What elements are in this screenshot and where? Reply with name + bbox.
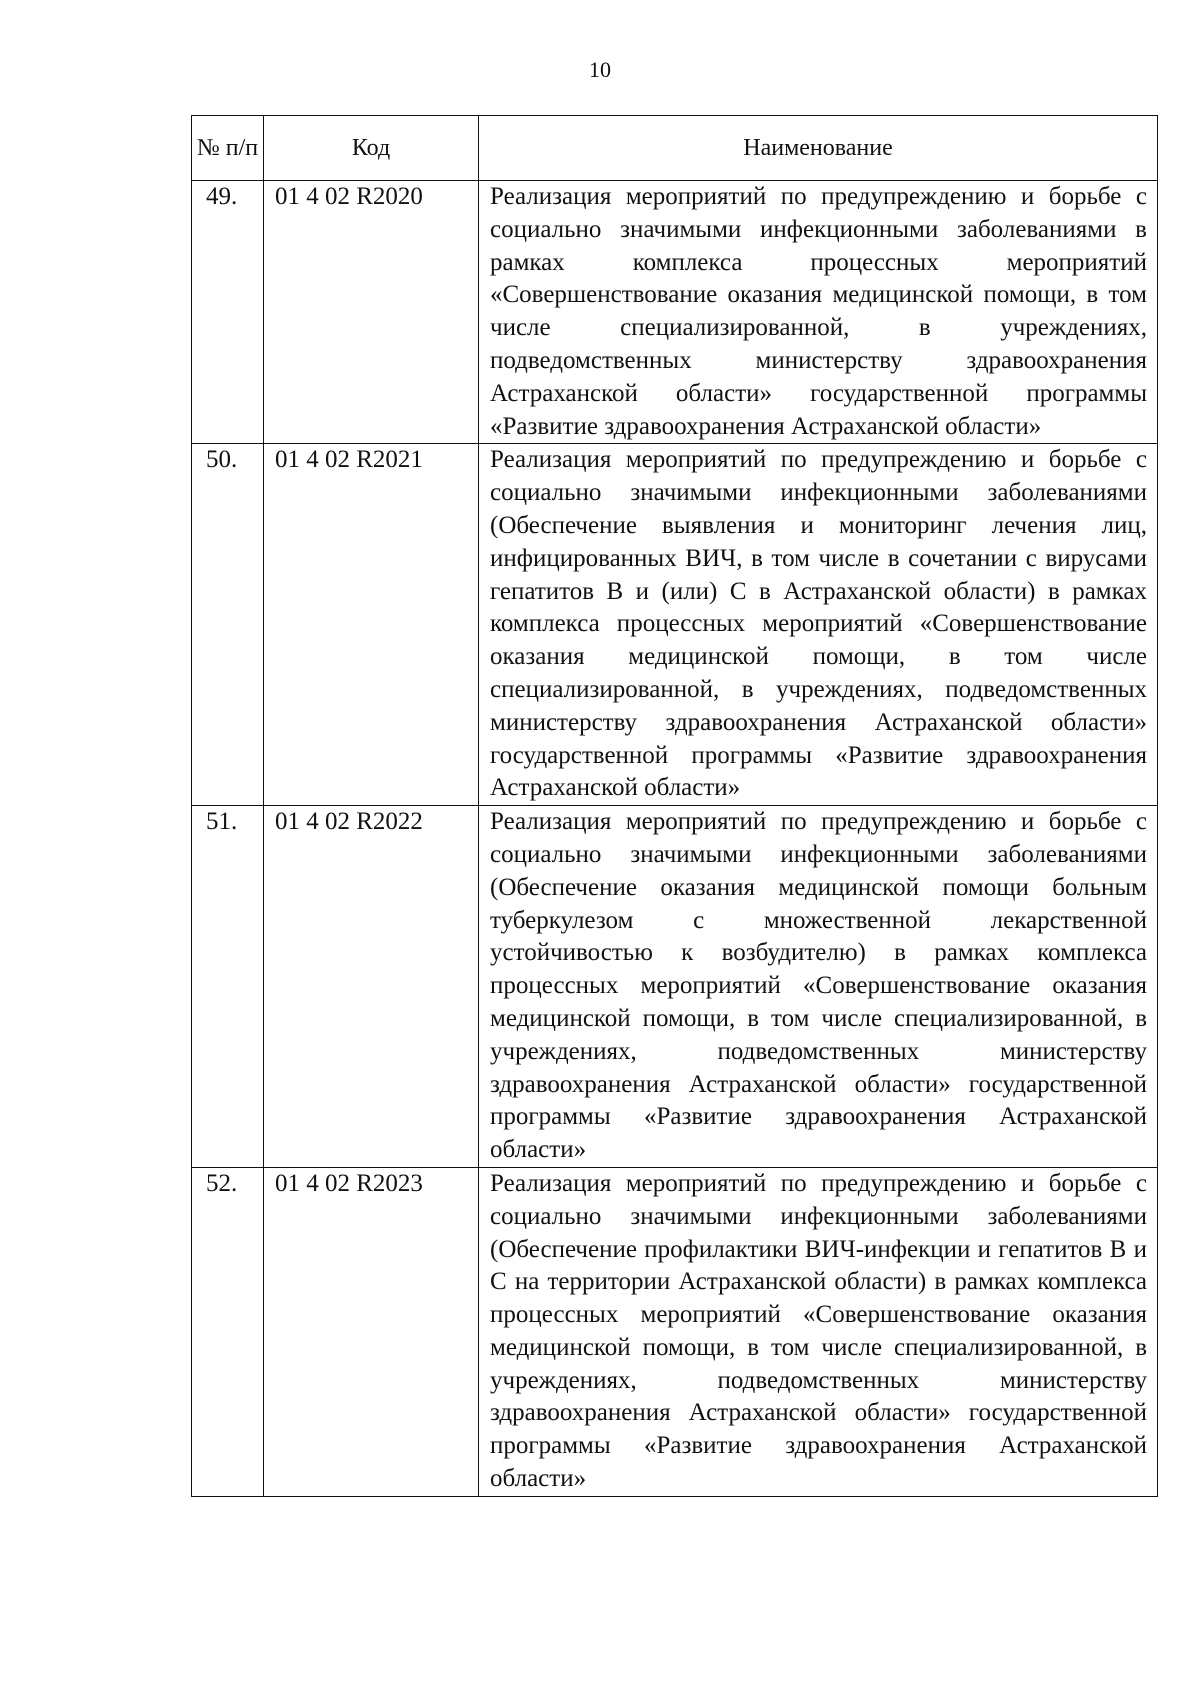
- row-code: 01 4 02 R2023: [264, 1167, 479, 1496]
- row-code: 01 4 02 R2020: [264, 181, 479, 444]
- table-row: [192, 1167, 1158, 1496]
- row-num: 49.: [192, 181, 264, 444]
- header-num: № п/п: [192, 116, 264, 181]
- row-name: Реализация мероприятий по предупреждению и борьбе с социально значимыми инфекционными заболеваниями (Обеспечение профилактики ВИЧ-инфекции и гепатитов B и C на территории Астраханской области) в рамках комплекса процессных мероприятий «Совершенствование оказания медицинской помощи, в том числе специализированной, в учреждениях, подведомственных министерству здравоохранения Астраханской области» государственной программы «Развитие здравоохранения Астраханской области»: [479, 1167, 1158, 1496]
- table-row: [192, 806, 1158, 1168]
- table-header-row: [192, 116, 1158, 181]
- header-name: Наименование: [479, 116, 1158, 181]
- row-num: 51.: [192, 806, 264, 1168]
- header-code: Код: [264, 116, 479, 181]
- row-name: Реализация мероприятий по предупреждению и борьбе с социально значимыми инфекционными заболеваниями (Обеспечение оказания медицинской помощи больным туберкулезом с множественной лекарственной устойчивостью к возбудителю) в рамках комплекса процессных мероприятий «Совершенствование оказания медицинской помощи, в том числе специализированной, в учреждениях, подведомственных министерству здравоохранения Астраханской области» государственной программы «Развитие здравоохранения Астраханской области»: [479, 806, 1158, 1168]
- budget-classification-table: [191, 115, 1158, 1497]
- row-code: 01 4 02 R2021: [264, 444, 479, 806]
- row-name: Реализация мероприятий по предупреждению и борьбе с социально значимыми инфекционными заболеваниями в рамках комплекса процессных мероприятий «Совершенствование оказания медицинской помощи, в том числе специализированной, в учреждениях, подведомственных министерству здравоохранения Астраханской области» государственной программы «Развитие здравоохранения Астраханской области»: [479, 181, 1158, 444]
- table-row: [192, 181, 1158, 444]
- table-row: [192, 444, 1158, 806]
- row-num: 50.: [192, 444, 264, 806]
- row-num: 52.: [192, 1167, 264, 1496]
- page-number: 10: [589, 57, 611, 82]
- row-code: 01 4 02 R2022: [264, 806, 479, 1168]
- row-name: Реализация мероприятий по предупреждению и борьбе с социально значимыми инфекционными заболеваниями (Обеспечение выявления и мониторинг лечения лиц, инфицированных ВИЧ, в том числе в сочетании с вирусами гепатитов B и (или) C в Астраханской области) в рамках комплекса процессных мероприятий «Совершенствование оказания медицинской помощи, в том числе специализированной, в учреждениях, подведомственных министерству здравоохранения Астраханской области» государственной программы «Развитие здравоохранения Астраханской области»: [479, 444, 1158, 806]
